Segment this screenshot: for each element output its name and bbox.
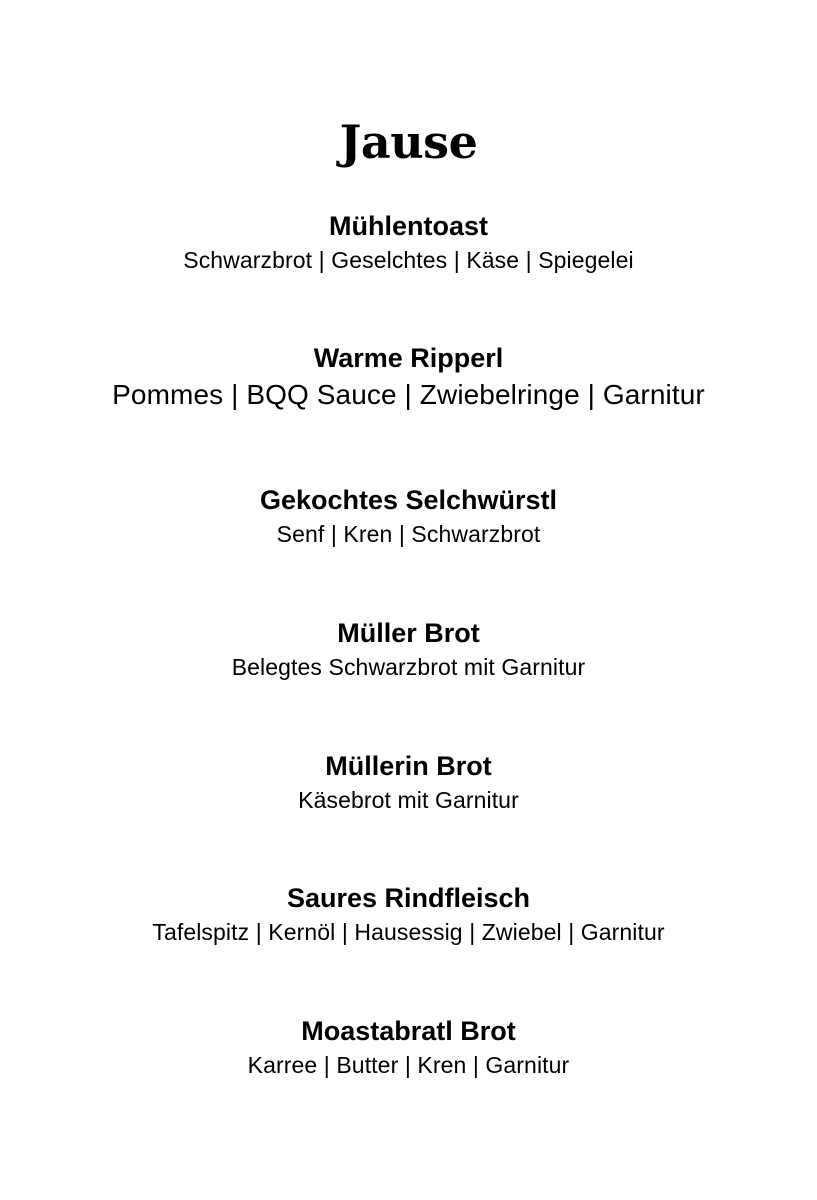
menu-item-name: Gekochtes Selchwürstl <box>259 485 558 515</box>
menu-item-gekochtes-selchwuerstl <box>0 483 817 551</box>
menu-item-mueller-brot <box>0 616 817 684</box>
menu-item-name: Moastabratl Brot <box>301 1016 516 1046</box>
menu-item-warme-ripperl <box>0 341 817 415</box>
menu-title: Jause <box>339 115 478 169</box>
menu-item-description: Schwarzbrot | Geselchtes | Käse | Spiegelei <box>183 247 634 273</box>
menu-item-name: Mühlentoast <box>329 211 488 241</box>
menu-item-description: Senf | Kren | Schwarzbrot <box>276 521 541 547</box>
menu-item-description: Karree | Butter | Kren | Garnitur <box>247 1052 570 1078</box>
menu-item-description: Belegtes Schwarzbrot mit Garnitur <box>231 654 586 680</box>
menu-item-description: Tafelspitz | Kernöl | Hausessig | Zwiebel | Garnitur <box>152 919 665 945</box>
menu-item-muehlentoast <box>0 209 817 277</box>
menu-item-description: Pommes | BQQ Sauce | Zwiebelringe | Garnitur <box>112 379 705 410</box>
menu-item-moastabratl-brot <box>0 1014 817 1082</box>
menu-item-name: Müllerin Brot <box>325 751 492 781</box>
menu-item-name: Warme Ripperl <box>313 343 504 373</box>
menu-item-name: Saures Rindfleisch <box>286 883 531 913</box>
menu-item-saures-rindfleisch <box>0 881 817 949</box>
menu-item-description: Käsebrot mit Garnitur <box>298 787 519 813</box>
menu-item-muellerin-brot <box>0 749 817 817</box>
menu-item-name: Müller Brot <box>337 618 480 648</box>
